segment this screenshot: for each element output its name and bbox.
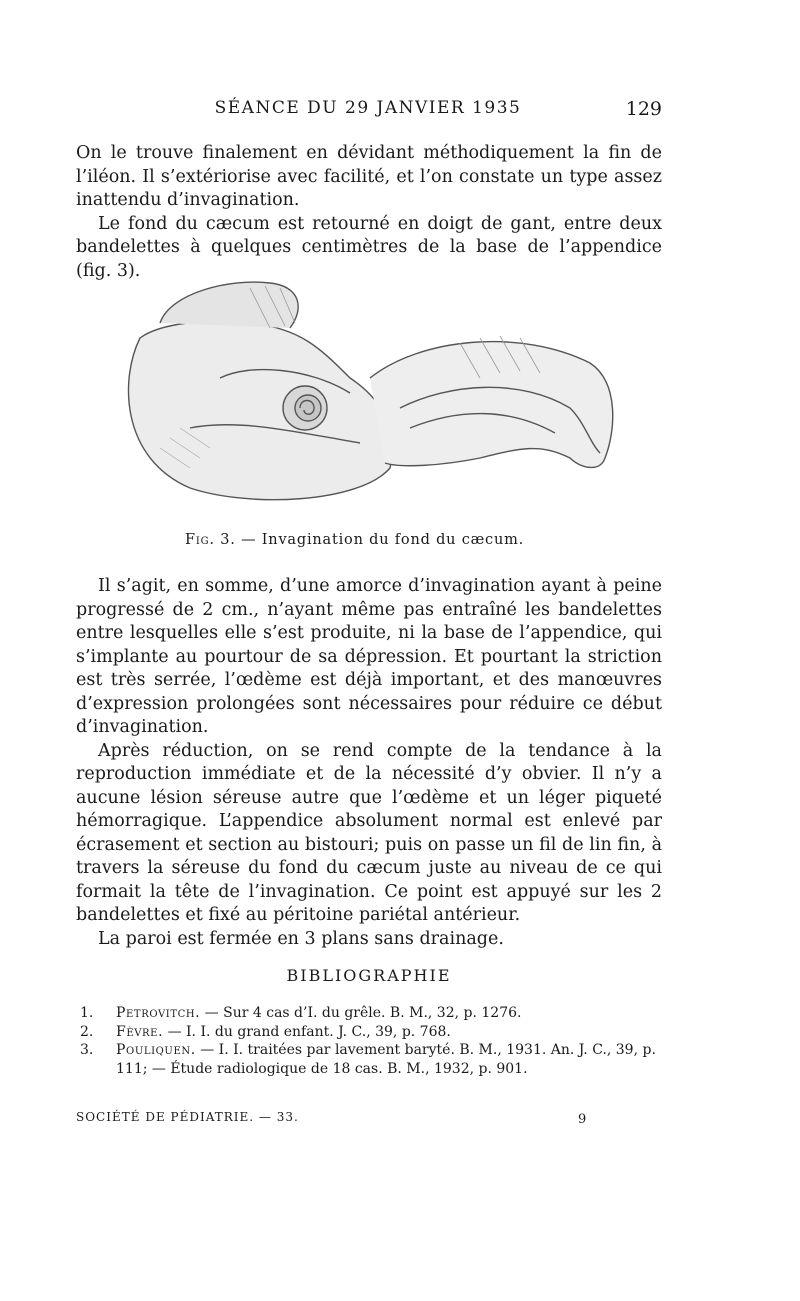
figure-illustration <box>100 268 640 518</box>
cecum-drawing <box>100 268 640 518</box>
bibliography-author: Petrovitch. <box>116 1005 201 1021</box>
bibliography-item <box>80 1023 660 1042</box>
body-text-bottom <box>76 575 662 951</box>
footer-society: SOCIÉTÉ DE PÉDIATRIE. — 33. <box>76 1110 299 1124</box>
figure-caption <box>185 532 524 548</box>
paragraph: La paroi est fermée en 3 plans sans drainage. <box>98 928 504 949</box>
footer-signature: 9 <box>578 1112 587 1127</box>
paragraph: Le fond du cæcum est retourné en doigt de gant, entre deux bandelettes à quelques centimètres de la base de l’appendice (fig. 3). <box>76 213 662 281</box>
bibliography-text: — I. I. du grand enfant. J. C., 39, p. 768. <box>163 1023 451 1040</box>
bibliography-list <box>80 1004 660 1078</box>
bibliography-title: BIBLIOGRAPHIE <box>286 966 452 985</box>
paragraph: Après réduction, on se rend compte de la tendance à la reproduction immédiate et de la nécessité d’y obvier. Il n’y a aucune lésion séreuse autre que l’œdème et un léger piqueté hémorragique. L’appendice absolument normal est enlevé par écrasement et section au bistouri; puis on passe un fil de lin fin, à travers la séreuse du fond du cæcum juste au niveau de ce qui formait la tête de l’invagination. Ce point est appuyé sur les 2 bandelettes et fixé au péritoine pariétal antérieur. <box>76 740 662 925</box>
bibliography-author: Fèvre. <box>116 1023 164 1040</box>
body-text-top <box>76 142 662 283</box>
page-number: 129 <box>625 98 662 120</box>
bibliography-text: — Sur 4 cas d’I. du grêle. B. M., 32, p. 1276. <box>200 1005 522 1021</box>
bibliography-number: 2. <box>80 1023 94 1040</box>
figure-caption-text: — Invagination du fond du cæcum. <box>235 532 525 548</box>
figure-label: Fig. 3. <box>185 532 236 548</box>
paragraph: On le trouve finalement en dévidant méthodiquement la fin de l’iléon. Il s’extériorise avec facilité, et l’on constate un type assez inattendu d’invagination. <box>76 143 662 210</box>
bibliography-item <box>80 1004 660 1023</box>
bibliography-number: 1. <box>80 1005 94 1021</box>
paragraph: Il s’agit, en somme, d’une amorce d’invagination ayant à peine progressé de 2 cm., n’ayant même pas entraîné les bandelettes entre lesquelles elle s’est produite, ni la base de l’appendice, qui s’implante au pourtour de sa dépression. Et pourtant la striction est très serrée, l’œdème est déjà important, et des manœuvres d’expression prolongées sont nécessaires pour réduire ce début d’invagination. <box>76 576 662 737</box>
bibliography-number: 3. <box>80 1042 94 1058</box>
bibliography-item <box>80 1041 660 1078</box>
bibliography-author: Pouliquen. <box>116 1042 196 1058</box>
running-head: SÉANCE DU 29 JANVIER 1935 <box>214 98 522 118</box>
bibliography-text: — I. I. traitées par lavement baryté. B. M., 1931. An. J. C., 39, p. 111; — Étude radiologique de 18 cas. B. M., 1932, p. 901. <box>116 1042 656 1077</box>
